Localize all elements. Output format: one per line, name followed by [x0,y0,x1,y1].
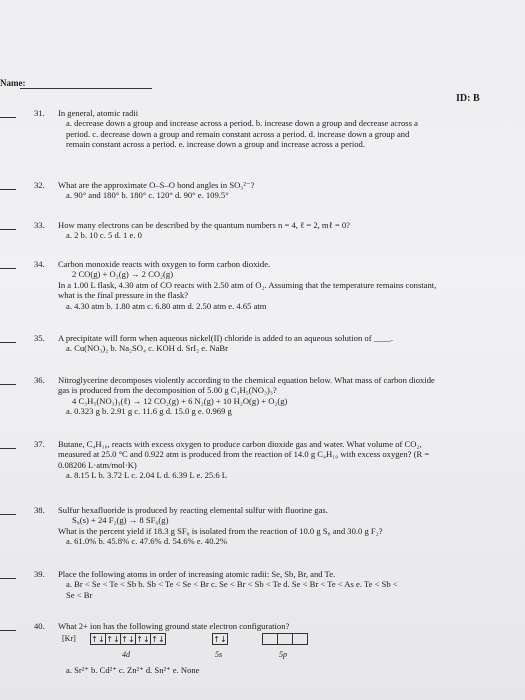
question-text: Sulfur hexafluoride is produced by reacting elemental sulfur with fluorine gas. [58,505,328,515]
orbital-box-4d: ↑↓ [121,635,135,644]
answer-options: a. 0.323 g b. 2.91 g c. 11.6 g d. 15.0 g e. 0.969 g [66,406,232,417]
question-text: Carbon monoxide reacts with oxygen to form carbon dioxide. [58,259,271,269]
answer-options: Se < Br [66,589,93,600]
question-text: What is the percent yield if 18.3 g SF₆ is isolated from the reaction of 10.0 g S₈ and 30.0 g F₂? [58,525,383,536]
question-32 [58,180,254,201]
answer-options: a. 8.15 L b. 3.72 L c. 2.04 L d. 6.39 L e. 25.6 L [66,470,228,481]
orbital-box-5s: ↑↓ [213,635,227,644]
answer-blank[interactable] [0,514,16,515]
name-blank-line [20,88,152,89]
answer-options: a. 90° and 180° b. 180° c. 120° d. 90° e. 109.5° [66,190,229,201]
question-number: 38. [34,505,45,515]
answer-blank[interactable] [0,578,16,579]
question-39 [58,569,398,600]
question-number: 34. [34,259,45,269]
question-text: measured at 25.0 °C and 0.922 atm is produced from the reaction of 14.0 g C₄H₁₀ with excess oxygen? (R = [58,449,430,460]
chemical-equation: 4 C₃H₅(NO₃)₃(ℓ) → 12 CO₂(g) + 6 N₂(g) + 10 H₂O(g) + O₂(g) [72,395,288,406]
orbital-box-5p [292,633,308,645]
question-number: 33. [34,220,45,230]
answer-options: a. 2 b. 10 c. 5 d. 1 e. 0 [66,230,142,241]
question-text: A precipitate will form when aqueous nickel(II) chloride is added to an aqueous solution of ____. [58,333,394,343]
question-number: 35. [34,333,45,343]
question-number: 39. [34,569,45,579]
chemical-equation: 2 CO(g) + O₂(g) → 2 CO₂(g) [72,269,174,280]
question-33 [58,220,350,241]
chemical-equation: S₈(s) + 24 F₂(g) → 8 SF₆(g) [72,515,169,526]
question-text: 0.08206 L·atm/mol·K) [58,459,137,470]
question-40-options [66,665,199,675]
core-config-label: [Kr] [62,634,76,643]
answer-options: remain constant across a period. e. increase down a group and increase across a period. [66,139,365,150]
id-label: ID: B [456,93,480,104]
question-text: What 2+ ion has the following ground state electron configuration? [58,621,290,631]
question-text: what is the final pressure in the flask? [58,290,189,301]
answer-blank[interactable] [0,630,16,631]
orbital-box-5p [262,633,278,645]
question-text: Place the following atoms in order of increasing atomic radii: Se, Sb, Br, and Te. [58,569,336,579]
orbital-box-4d: ↑↓ [136,635,150,644]
question-31 [58,108,418,150]
question-text: gas is produced from the decomposition of 5.00 g C₃H₅(NO₃)₃? [58,385,277,396]
question-text: What are the approximate O–S–O bond angles in SO₃²⁻? [58,180,255,190]
question-text: Nitroglycerine decomposes violently according to the chemical equation below. What mass of carbon dioxide [58,375,435,385]
name-label: Name: [0,78,26,88]
question-40 [58,621,289,631]
question-text: In general, atomic radii [58,108,139,118]
answer-blank[interactable] [0,342,16,343]
answer-blank[interactable] [0,189,16,190]
question-text: In a 1.00 L flask, 4.30 atm of CO reacts with 2.50 atm of O₂. Assuming that the temperature remains constant, [58,279,437,290]
answer-blank[interactable] [0,268,16,269]
answer-options: period. c. decrease down a group and remain constant across a period. d. increase down a group and [66,128,410,139]
question-number: 36. [34,375,45,385]
question-number: 31. [34,108,45,118]
question-34 [58,259,436,311]
question-38 [58,505,383,547]
question-text: How many electrons can be described by the quantum numbers n = 4, ℓ = 2, mℓ = 0? [58,220,350,230]
orbital-label-4d: 4d [122,650,130,659]
question-36 [58,375,435,417]
question-number: 40. [34,621,45,631]
question-37 [58,439,429,481]
question-text: Butane, C₄H₁₀, reacts with excess oxygen to produce carbon dioxide gas and water. What volume of CO₂, [58,439,422,449]
answer-options: a. Br < Se < Te < Sb b. Sb < Te < Se < Br c. Se < Br < Sb < Te d. Se < Br < Te < As e. Te < Sb < [66,579,398,590]
answer-blank[interactable] [0,117,16,118]
orbital-box-4d: ↑↓ [91,635,105,644]
question-number: 37. [34,439,45,449]
answer-options: a. Cu(NO₃)₂ b. Na₂SO₄ c. KOH d. SrI₂ e. NaBr [66,343,229,354]
question-number: 32. [34,180,45,190]
question-35 [58,333,393,354]
orbital-box-4d: ↑↓ [106,635,120,644]
orbital-label-5p: 5p [279,650,287,659]
answer-options: a. 4.30 atm b. 1.80 atm c. 6.80 atm d. 2.50 atm e. 4.65 atm [66,300,267,311]
orbital-box-4d: ↑↓ [151,635,165,644]
answer-blank[interactable] [0,229,16,230]
answer-options: a. 61.0% b. 45.8% c. 47.6% d. 54.6% e. 40.2% [66,536,228,547]
orbital-box-5p [277,633,293,645]
answer-blank[interactable] [0,448,16,449]
answer-options: a. Sr²⁺ b. Cd²⁺ c. Zn²⁺ d. Sn²⁺ e. None [66,665,200,675]
answer-blank[interactable] [0,384,16,385]
answer-options: a. decrease down a group and increase across a period. b. increase down a group and decrease across a [66,118,418,129]
orbital-label-5s: 5s [215,650,223,659]
